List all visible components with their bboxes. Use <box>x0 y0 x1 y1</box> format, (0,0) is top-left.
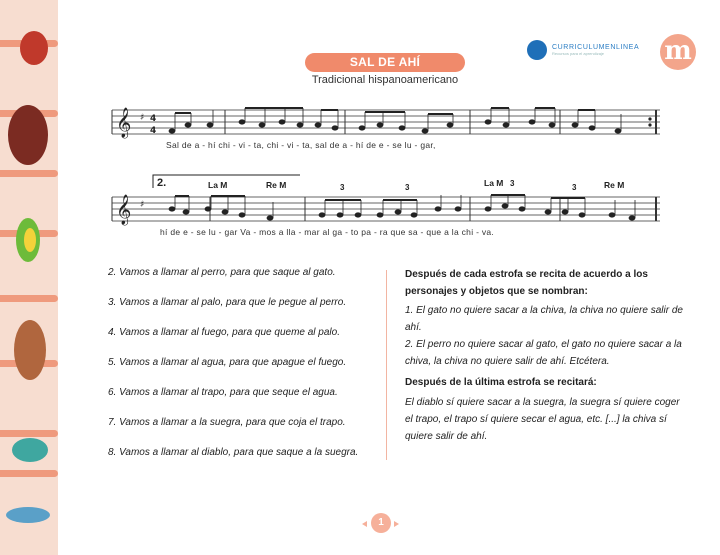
notes-line-2 <box>169 195 635 220</box>
svg-text:4: 4 <box>150 126 157 136</box>
notes-intro: Después de cada estrofa se recita de acuerdo a los personajes y objetos que se nombran: <box>405 269 648 297</box>
curriculum-logo-subtext: Recursos para el aprendizaje <box>552 51 605 56</box>
m-logo: m <box>660 34 696 70</box>
verse-item: 6. Vamos a llamar al trapo, para que seque el agua. <box>108 387 338 398</box>
verse-item: 8. Vamos a llamar al diablo, para que saque a la suegra. <box>108 447 359 458</box>
triplet-mark: 3 <box>510 179 515 188</box>
song-subtitle: Tradicional hispanoamericano <box>311 74 459 86</box>
column-divider <box>386 270 387 460</box>
note-example-item: 1. El gato no quiere sacar a la chiva, la chiva no quiere salir de ahí. <box>405 305 683 333</box>
notes-line-1 <box>169 108 651 133</box>
treble-clef-icon: 𝄞 <box>116 108 132 138</box>
blue-bird-icon <box>6 507 50 523</box>
verse-item: 7. Vamos a llamar a la suegra, para que coja el trapo. <box>108 417 346 428</box>
curriculum-logo-text: CURRICULUMENLINEA <box>552 44 640 51</box>
lyrics-line-2: hí de e - se lu - gar Va - mos a lla - mar al ga - to pa - ra que sa - que a la chi - va. <box>160 227 495 237</box>
song-title: SAL DE AHÍ <box>305 53 465 72</box>
treble-clef-icon: 𝄞 <box>116 195 132 225</box>
last-verse-heading: Después de la última estrofa se recitará: <box>405 377 597 388</box>
verses-list <box>108 266 378 476</box>
arrow-left-icon <box>362 521 367 527</box>
teal-bird-icon <box>12 438 48 462</box>
verse-item: 2. Vamos a llamar al perro, para que saque al gato. <box>108 267 336 278</box>
svg-text:♯: ♯ <box>140 200 145 210</box>
chord-label: Re M <box>266 180 287 190</box>
chord-label: La M <box>484 178 504 188</box>
note-example-item: 2. El perro no quiere sacar al gato, el gato no quiere sacar a la chiva, la chiva no quiere salir de ahí. Etcétera. <box>405 339 682 367</box>
verse-item: 3. Vamos a llamar al palo, para que le pegue al perro. <box>108 297 347 308</box>
verse-item: 5. Vamos a llamar al agua, para que apague el fuego. <box>108 357 347 368</box>
svg-text:4: 4 <box>150 114 157 124</box>
svg-text:♯: ♯ <box>140 113 145 123</box>
chord-label: La M <box>208 180 228 190</box>
triplet-mark: 3 <box>405 183 410 192</box>
verse-item: 4. Vamos a llamar al fuego, para que queme al palo. <box>108 327 340 338</box>
lyrics-line-1: Sal de a - hí chi - vi - ta, chi - vi - ta, sal de a - hí de e - se lu - gar, <box>166 140 436 150</box>
music-score <box>0 0 720 260</box>
notes-examples <box>405 302 685 370</box>
chord-label: Re M <box>604 180 625 190</box>
arrow-right-icon <box>394 521 399 527</box>
triplet-mark: 3 <box>340 183 345 192</box>
triplet-mark: 3 <box>572 183 577 192</box>
last-verse-text: El diablo sí quiere sacar a la suegra, la suegra sí quiere coger el trapo, el trapo sí quiere secar el agua, etc. [...] la chiva sí quiere salir de ahí. <box>405 397 680 442</box>
ending-label: 2. <box>157 177 167 189</box>
recitation-notes <box>405 266 685 445</box>
brown-bird-icon <box>14 320 46 380</box>
page-number: 1 <box>371 513 391 533</box>
